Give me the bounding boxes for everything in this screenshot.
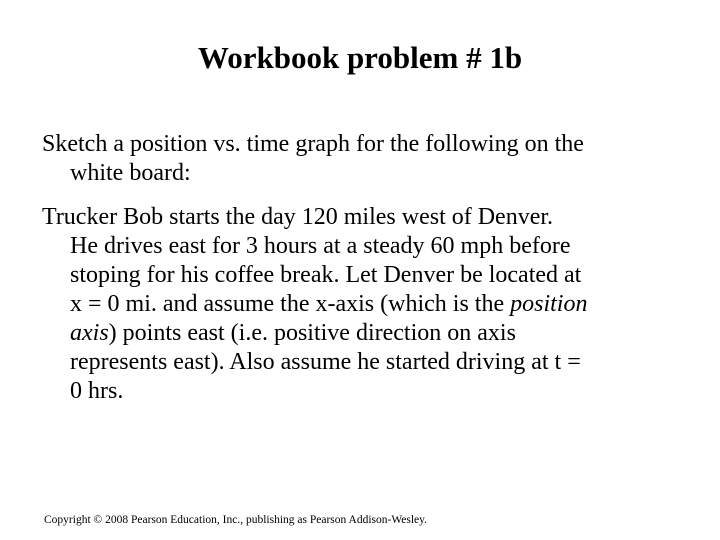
problem-line: [42, 290, 682, 319]
problem-line: stoping for his coffee break. Let Denver be located at: [70, 262, 582, 288]
problem-paragraph: [42, 203, 682, 406]
slide-title: Workbook problem # 1b: [197, 40, 523, 75]
problem-text: ) points east (i.e. positive direction on axis: [108, 320, 516, 346]
copyright-footer: Copyright © 2008 Pearson Education, Inc., publishing as Pearson Addison-Wesley.: [44, 514, 428, 526]
instruction-line: Sketch a position vs. time graph for the following on the: [42, 131, 584, 157]
problem-line: [42, 319, 682, 348]
problem-line: represents east). Also assume he started driving at t =: [70, 349, 581, 375]
problem-text: x = 0 mi. and assume the x-axis (which is the: [70, 291, 511, 317]
instruction-line: white board:: [70, 160, 191, 186]
problem-line: Trucker Bob starts the day 120 miles west of Denver.: [42, 204, 554, 230]
problem-line: He drives east for 3 hours at a steady 60 mph before: [70, 233, 571, 259]
axis-emphasis: axis: [70, 320, 109, 346]
problem-line: 0 hrs.: [70, 378, 124, 404]
position-emphasis: position: [510, 291, 588, 317]
instruction-paragraph: [42, 130, 682, 188]
